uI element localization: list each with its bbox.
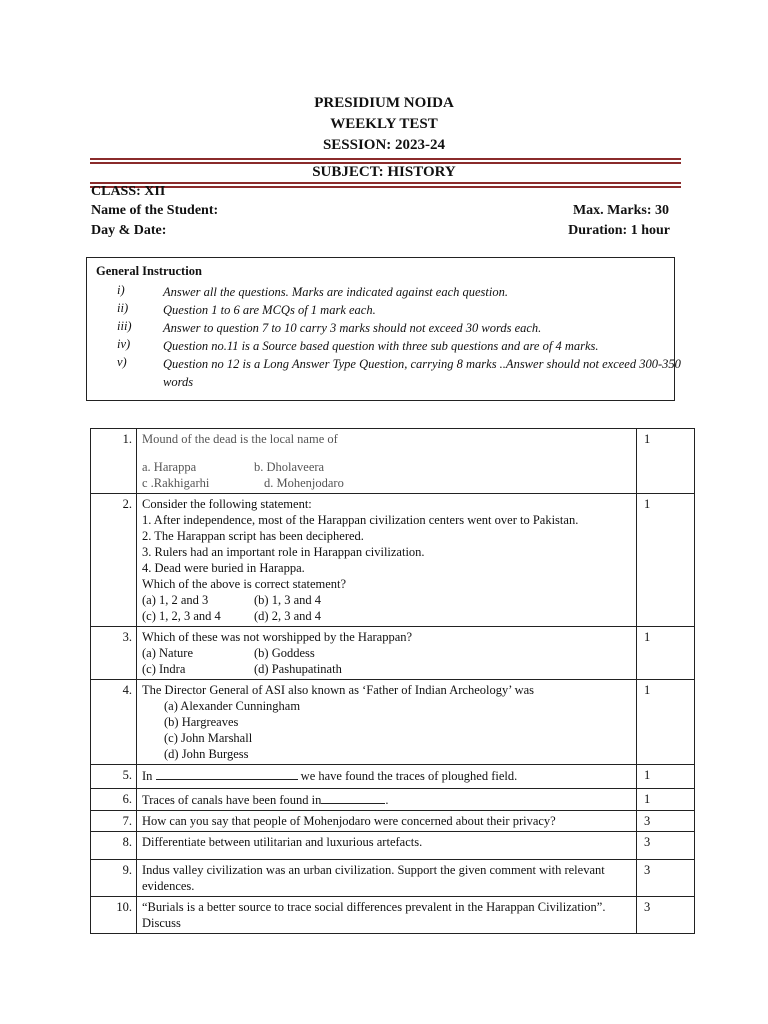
question-text: Differentiate between utilitarian and luxurious artefacts. bbox=[137, 832, 637, 860]
option-c: c .Rakhigarhi bbox=[142, 476, 210, 490]
question-body bbox=[137, 680, 637, 765]
question-number: 9. bbox=[91, 860, 137, 897]
answer-blank bbox=[156, 767, 298, 780]
question-marks: 3 bbox=[637, 897, 695, 934]
question-row bbox=[91, 765, 695, 789]
question-line: 3. Rulers had an important role in Harappan civilization. bbox=[142, 545, 425, 559]
question-marks: 1 bbox=[637, 765, 695, 789]
questions-table bbox=[90, 428, 695, 934]
instruction-number: i) bbox=[117, 283, 125, 297]
question-number: 5. bbox=[91, 765, 137, 789]
question-text: How can you say that people of Mohenjodaro were concerned about their privacy? bbox=[137, 811, 637, 832]
question-body bbox=[137, 789, 637, 811]
question-stem: The Director General of ASI also known as ‘Father of Indian Archeology’ was bbox=[142, 683, 535, 697]
question-row bbox=[91, 832, 695, 860]
session-label: SESSION: 2023-24 bbox=[322, 137, 446, 153]
question-body bbox=[137, 494, 637, 627]
question-number: 8. bbox=[91, 832, 137, 860]
question-number: 1. bbox=[91, 429, 137, 494]
option-b: (b) Goddess bbox=[254, 646, 315, 660]
question-number: 10. bbox=[91, 897, 137, 934]
question-marks: 1 bbox=[637, 494, 695, 627]
general-instructions-box bbox=[86, 257, 681, 401]
option-c: (c) 1, 2, 3 and 4 bbox=[142, 609, 221, 623]
divider-rule bbox=[90, 158, 681, 160]
question-text: “Burials is a better source to trace social differences prevalent in the Harappan Civilization”. Discuss bbox=[137, 897, 637, 934]
question-body bbox=[137, 627, 637, 680]
question-row bbox=[91, 680, 695, 765]
test-title: WEEKLY TEST bbox=[330, 116, 438, 132]
question-row bbox=[91, 860, 695, 897]
instruction-text: Question no 12 is a Long Answer Type Question, carrying 8 marks ..Answer should not exceed 300-350 words bbox=[163, 357, 681, 389]
instruction-text: Answer all the questions. Marks are indicated against each question. bbox=[163, 285, 508, 299]
option-c: (c) John Marshall bbox=[164, 731, 253, 745]
question-marks: 3 bbox=[637, 811, 695, 832]
option-a: (a) 1, 2 and 3 bbox=[142, 593, 209, 607]
school-name: PRESIDIUM NOIDA bbox=[314, 95, 454, 111]
divider-rule bbox=[90, 182, 681, 184]
question-number: 3. bbox=[91, 627, 137, 680]
question-text: Indus valley civilization was an urban civilization. Support the given comment with relevant evidences. bbox=[137, 860, 637, 897]
question-line: 1. After independence, most of the Harappan civilization centers went over to Pakistan. bbox=[142, 513, 579, 527]
question-row bbox=[91, 811, 695, 832]
question-row bbox=[91, 627, 695, 680]
question-marks: 3 bbox=[637, 860, 695, 897]
instruction-number: ii) bbox=[117, 301, 129, 315]
question-marks: 3 bbox=[637, 832, 695, 860]
question-text: Traces of canals have been found in bbox=[142, 793, 322, 807]
option-a: a. Harappa bbox=[142, 460, 197, 474]
option-d: (d) John Burgess bbox=[164, 747, 249, 761]
max-marks-label: Max. Marks: 30 bbox=[572, 203, 669, 218]
instruction-number: iii) bbox=[117, 319, 132, 333]
question-line: Which of the above is correct statement? bbox=[142, 577, 347, 591]
question-row bbox=[91, 897, 695, 934]
divider-rule bbox=[90, 186, 681, 188]
class-label: CLASS: XII bbox=[91, 184, 166, 199]
question-marks: 1 bbox=[637, 789, 695, 811]
question-line: 2. The Harappan script has been deciphered. bbox=[142, 529, 364, 543]
option-c: (c) Indra bbox=[142, 662, 186, 676]
instruction-text: Question no.11 is a Source based question with three sub questions and are of 4 marks. bbox=[163, 339, 599, 353]
question-stem: Mound of the dead is the local name of bbox=[142, 432, 338, 446]
question-text: . bbox=[385, 793, 389, 807]
question-marks: 1 bbox=[637, 627, 695, 680]
option-d: (d) 2, 3 and 4 bbox=[254, 609, 321, 623]
answer-blank bbox=[321, 791, 385, 804]
instruction-text: Question 1 to 6 are MCQs of 1 mark each. bbox=[163, 303, 376, 317]
question-row bbox=[91, 429, 695, 494]
question-number: 4. bbox=[91, 680, 137, 765]
instruction-number: v) bbox=[117, 355, 127, 369]
question-stem: Which of these was not worshipped by the Harappan? bbox=[142, 630, 413, 644]
question-number: 7. bbox=[91, 811, 137, 832]
option-b: (b) 1, 3 and 4 bbox=[254, 593, 321, 607]
option-b: (b) Hargreaves bbox=[164, 715, 239, 729]
question-body bbox=[137, 765, 637, 789]
instruction-text: Answer to question 7 to 10 carry 3 marks should not exceed 30 words each. bbox=[163, 321, 542, 335]
option-d: d. Mohenjodaro bbox=[264, 476, 344, 490]
question-body bbox=[137, 429, 637, 494]
student-name-label: Name of the Student: bbox=[91, 203, 219, 218]
subject-label: SUBJECT: HISTORY bbox=[312, 164, 456, 180]
option-d: (d) Pashupatinath bbox=[254, 662, 342, 676]
option-a: (a) Nature bbox=[142, 646, 194, 660]
question-line: Consider the following statement: bbox=[142, 497, 312, 511]
question-row bbox=[91, 789, 695, 811]
option-a: (a) Alexander Cunningham bbox=[164, 699, 301, 713]
question-number: 6. bbox=[91, 789, 137, 811]
question-text: we have found the traces of ploughed field. bbox=[297, 769, 518, 783]
question-marks: 1 bbox=[637, 429, 695, 494]
question-text: In bbox=[142, 769, 153, 783]
day-date-label: Day & Date: bbox=[91, 223, 167, 238]
duration-label: Duration: 1 hour bbox=[568, 223, 670, 238]
instructions-title: General Instruction bbox=[96, 264, 202, 278]
option-b: b. Dholaveera bbox=[254, 460, 325, 474]
question-number: 2. bbox=[91, 494, 137, 627]
instruction-number: iv) bbox=[117, 337, 131, 351]
question-line: 4. Dead were buried in Harappa. bbox=[142, 561, 305, 575]
question-marks: 1 bbox=[637, 680, 695, 765]
question-row bbox=[91, 494, 695, 627]
